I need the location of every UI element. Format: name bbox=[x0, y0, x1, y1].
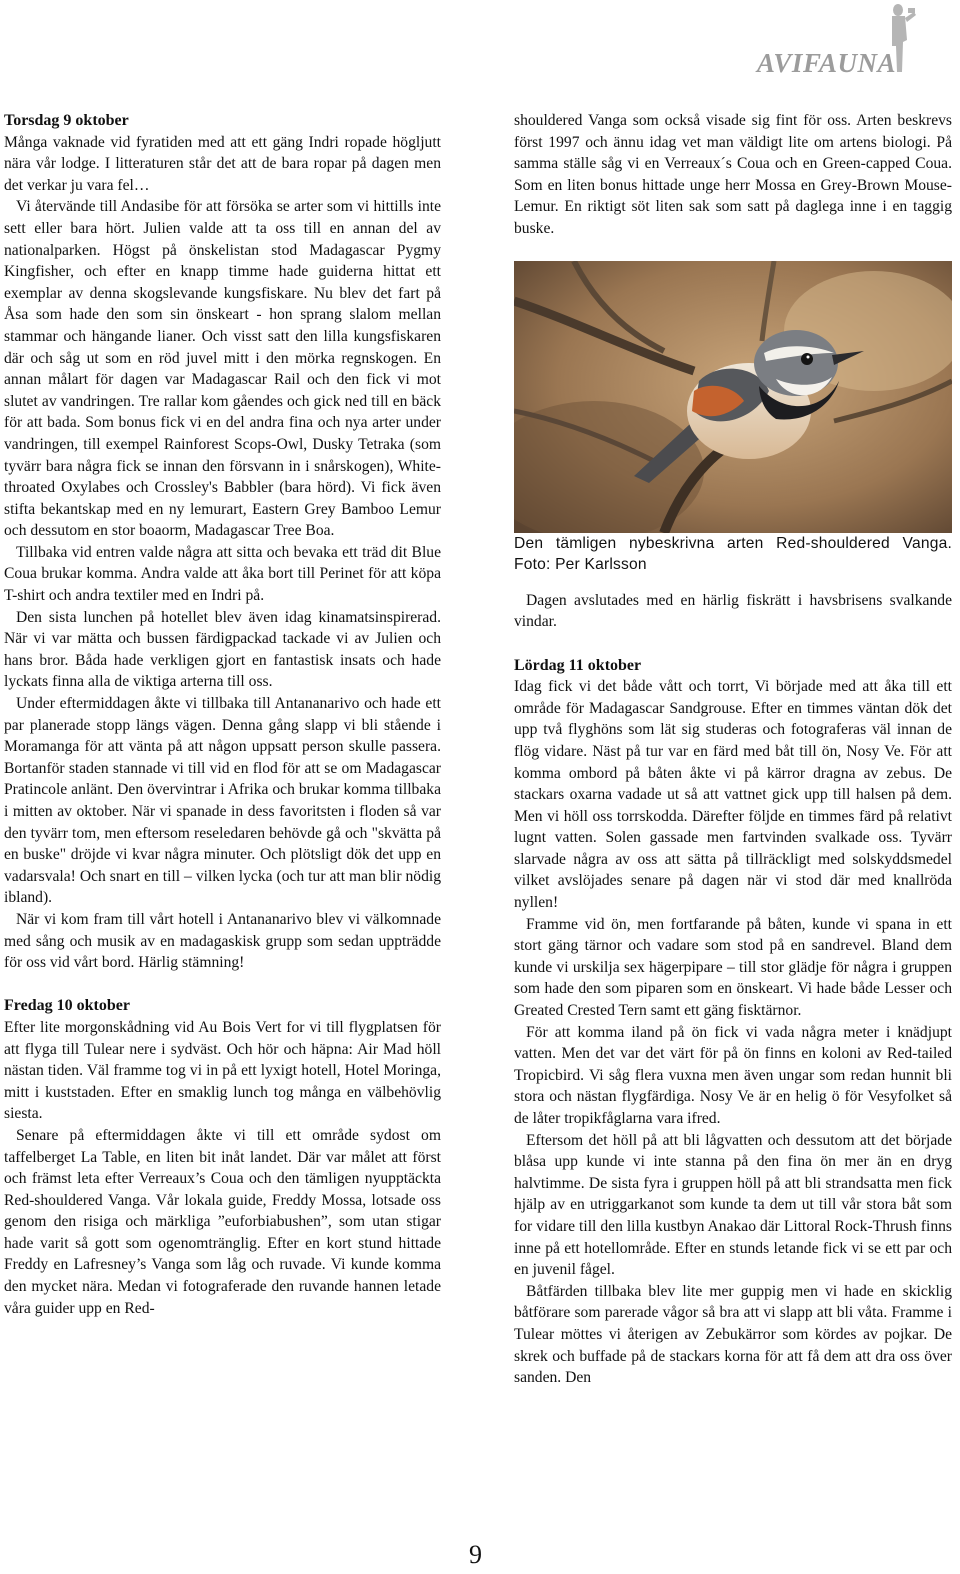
paragraph: Efter lite morgonskådning vid Au Bois Vert for vi till flygplatsen för att flyga till Tulear nere i sydväst. Och hör och häpna: Air Mad höll nästan tiden. Väl framme tog vi in på ett lyxigt hotell, Hotel Moringa, mitt i kuststaden. Efter en smaklig lunch tog många en välbehövlig siesta. bbox=[4, 1018, 441, 1123]
paragraph: Senare på eftermiddagen åkte vi till ett område sydost om taffelberget La Table, en liten bit inåt landet. Där var målet att först och främst leta efter Verreaux’s Coua och den tämligen nyupptäckta Red-shouldered Vanga. Vår lokala guide, Freddy Mossa, lotsade oss genom den risiga och märkliga ”euforbiabushen”, som utan stigar hade varit så gott som ogenomtränglig. Efter en kort stund hittade Freddy en Lafresney’s Vanga som låg och ruvade. Vi kunde komma den mycket nära. Medan vi fotograferade den ruvande hannen letade våra guider upp en Red- bbox=[4, 1126, 441, 1317]
paragraph: Eftersom det höll på att bli lågvatten och dessutom att det började blåsa upp kunde vi inte stanna på den fina ön mer än en dryg halvtimme. De sista fyra i gruppen höll på att bli strandsatta men fick hjälp av en utriggarkanot som kunde ta dem ut till vår stora båt som for vidare till den lilla kustbyn Anakao där Littoral Rock-Thrush finns inne på ett hotellområde. Efter en stunds letande fick vi se ett par och en juvenil fågel. bbox=[514, 1131, 952, 1279]
section-heading: Fredag 10 oktober bbox=[4, 997, 130, 1015]
section-heading: Lördag 11 oktober bbox=[514, 656, 642, 674]
paragraph: Idag fick vi det både vått och torrt, Vi började med att åka till ett område för Madagascar Sandgrouse. Efter en timmes väntan dök det upp två flyghöns som lät sig studeras och fotograferas väl innan de flög vidare. Näst på tur var en färd med båt till ön, Nosy Ve. För att komma ombord på båten åkte vi på kärror dragna av zebus. De stackars oxarna vadade ut så att vattnet gick upp till halsen på dem. Men vi höll oss torrskodda. Därefter följde en timmes färd på relativt lugnt vatten. Solen gassade men fartvinden svalkade oss. Tyvärr slarvade några av oss att sätta på tillräckligt med solskyddsmedel vilket avslöjades senare på dagen när vi stod där med knallröda nyllen! bbox=[514, 678, 952, 912]
photo-caption: Den tämligen nybeskrivna arten Red-shouldered Vanga. Foto: Per Karlsson bbox=[514, 534, 952, 574]
paragraph: Dagen avslutades med en härlig fiskrätt i havsbrisens svalkande vindar. bbox=[514, 591, 952, 631]
logo-wordmark: AVIFAUNA bbox=[756, 48, 896, 78]
paragraph: Framme vid ön, men fortfarande på båten, kunde vi spana in ett stort gäng tärnor och vadare som stod på en sandrevel. Bland dem kunde vi urskilja sex hägerpipare – till stor glädje för några i gruppen som hade den som piparen som en önskeart. Vi hade både Lesser och Greated Crested Tern samt ett gäng fisktärnor. bbox=[514, 915, 952, 1020]
page-number: 9 bbox=[469, 1540, 482, 1569]
paragraph: Den sista lunchen på hotellet blev även idag kinamatsinspirerad. När vi var mätta och bussen färdigpackad tackade vi av Julien och hans bror. Båda hade verkligen gjort en fantastisk insats och hade lyckats finna alla de viktiga arterna till oss. bbox=[4, 608, 441, 691]
paragraph: Båtfärden tillbaka blev lite mer guppig men vi hade en skicklig båtförare som parerade vågor så bra att vi slapp att bli våta. Framme i Tulear möttes vi återigen av Zebukärror som kördes av pojkar. De skrek och buffade på de stackars korna för att få dem att dra oss över sanden. Den bbox=[514, 1282, 952, 1387]
paragraph: Tillbaka vid entren valde några att sitta och bevaka ett träd dit Blue Coua brukar komma. Andra valde att åka bort till Perinet för att köpa T-shirt och andra textiler med en Indri på. bbox=[4, 543, 441, 605]
red-shouldered-vanga-image bbox=[514, 261, 952, 533]
paragraph: När vi kom fram till vårt hotell i Antananarivo blev vi välkomnade med sång och musik av en madagaskisk grupp som sedan uppträdde för oss vid vårt bord. Härlig stämning! bbox=[4, 910, 441, 972]
paragraph: Under eftermiddagen åkte vi tillbaka till Antananarivo och hade ett par planerade stopp längs vägen. Denna gång slapp vi bli stående i Moramanga för att vänta på att någon uppsatt person skulle passera. Bortanför staden stannade vi till vid en flod för att se om Madagascar Pratincole anlänt. Den övervintrar i Afrika och brukar komma tillbaka i mitten av oktober. När vi spanade in dess favoritsten i floden så var den tyvärr tom, men eftersom reseledaren behövde gå och "skvätta på en buske" dröjde vi kvar några minuter. Och plötsligt dök det upp en vadarsvala! Och snart en till – vilken lycka (och tur att man blir nödig ibland). bbox=[4, 695, 441, 907]
paragraph: För att komma iland på ön fick vi vada några meter i knädjupt vatten. Men det var det värt för på ön finns en koloni av Red-tailed Tropicbird. Vi såg flera vuxna men även ungar som redan hunnit bli stora och nästan flygfärdiga. Nosy Ve är en helig ö för Vesyfolket så de låter tropikfåglarna vara ifred. bbox=[514, 1023, 952, 1127]
bird-photo bbox=[514, 261, 952, 533]
paragraph: Vi återvände till Andasibe för att försöka se arter som vi hittills inte sett eller bara hört. Julien valde att ta oss till en annan del av nationalparken. Högst på önskelistan stod Madagascar Pygmy Kingfisher, och efter en knapp timme hade guiderna hittat ett exemplar av denna skogslevande kungsfiskare. Nu blev det fart på Åsa som hade den som sin önskeart - hon sprang slalom mellan stammar och hängande lianer. Och visst satt den lilla kungsfiskaren där och såg ut som en röd juvel mitt i den mörka regnskogen. En annan målart för dagen var Madagascar Rail och den fick vi mot slutet av vandringen. Tre rallar kom gåendes och gick ned till en bäck för att bada. Som bonus fick vi en del andra fina och nya arter under vandringen, till exempel Rainforest Scops-Owl, Dusky Tetraka (som tyvärr bara några fick se innan den försvann in i snårskogen), White-throated Oxylabes och Crossley's Babbler (bara hörd). Vi fick även stifta bekantskap med en ny lemurart, Eastern Grey Bamboo Lemur och dessutom en stor boaorm, Madagascar Tree Boa. bbox=[4, 198, 441, 540]
section-heading: Torsdag 9 oktober bbox=[4, 112, 129, 129]
avifauna-logo bbox=[730, 0, 930, 80]
right-column bbox=[514, 110, 952, 1389]
left-column bbox=[4, 110, 441, 1319]
paragraph: shouldered Vanga som också visade sig fint för oss. Arten beskrevs först 1997 och ännu idag vet man väldigt lite om artens biologi. På samma ställe såg vi en Verreaux´s Coua och en Green-capped Coua. Som en liten bonus hittade unge herr Mossa en Grey-Brown Mouse-Lemur. En riktigt söt liten sak som satt på daglega inne i en taggig buske. bbox=[514, 112, 952, 237]
paragraph: Många vaknade vid fyratiden med att ett gäng Indri ropade högljutt nära vår lodge. I litteraturen står det att de bara ropar på dagen men det verkar ju vara fel… bbox=[4, 133, 441, 194]
